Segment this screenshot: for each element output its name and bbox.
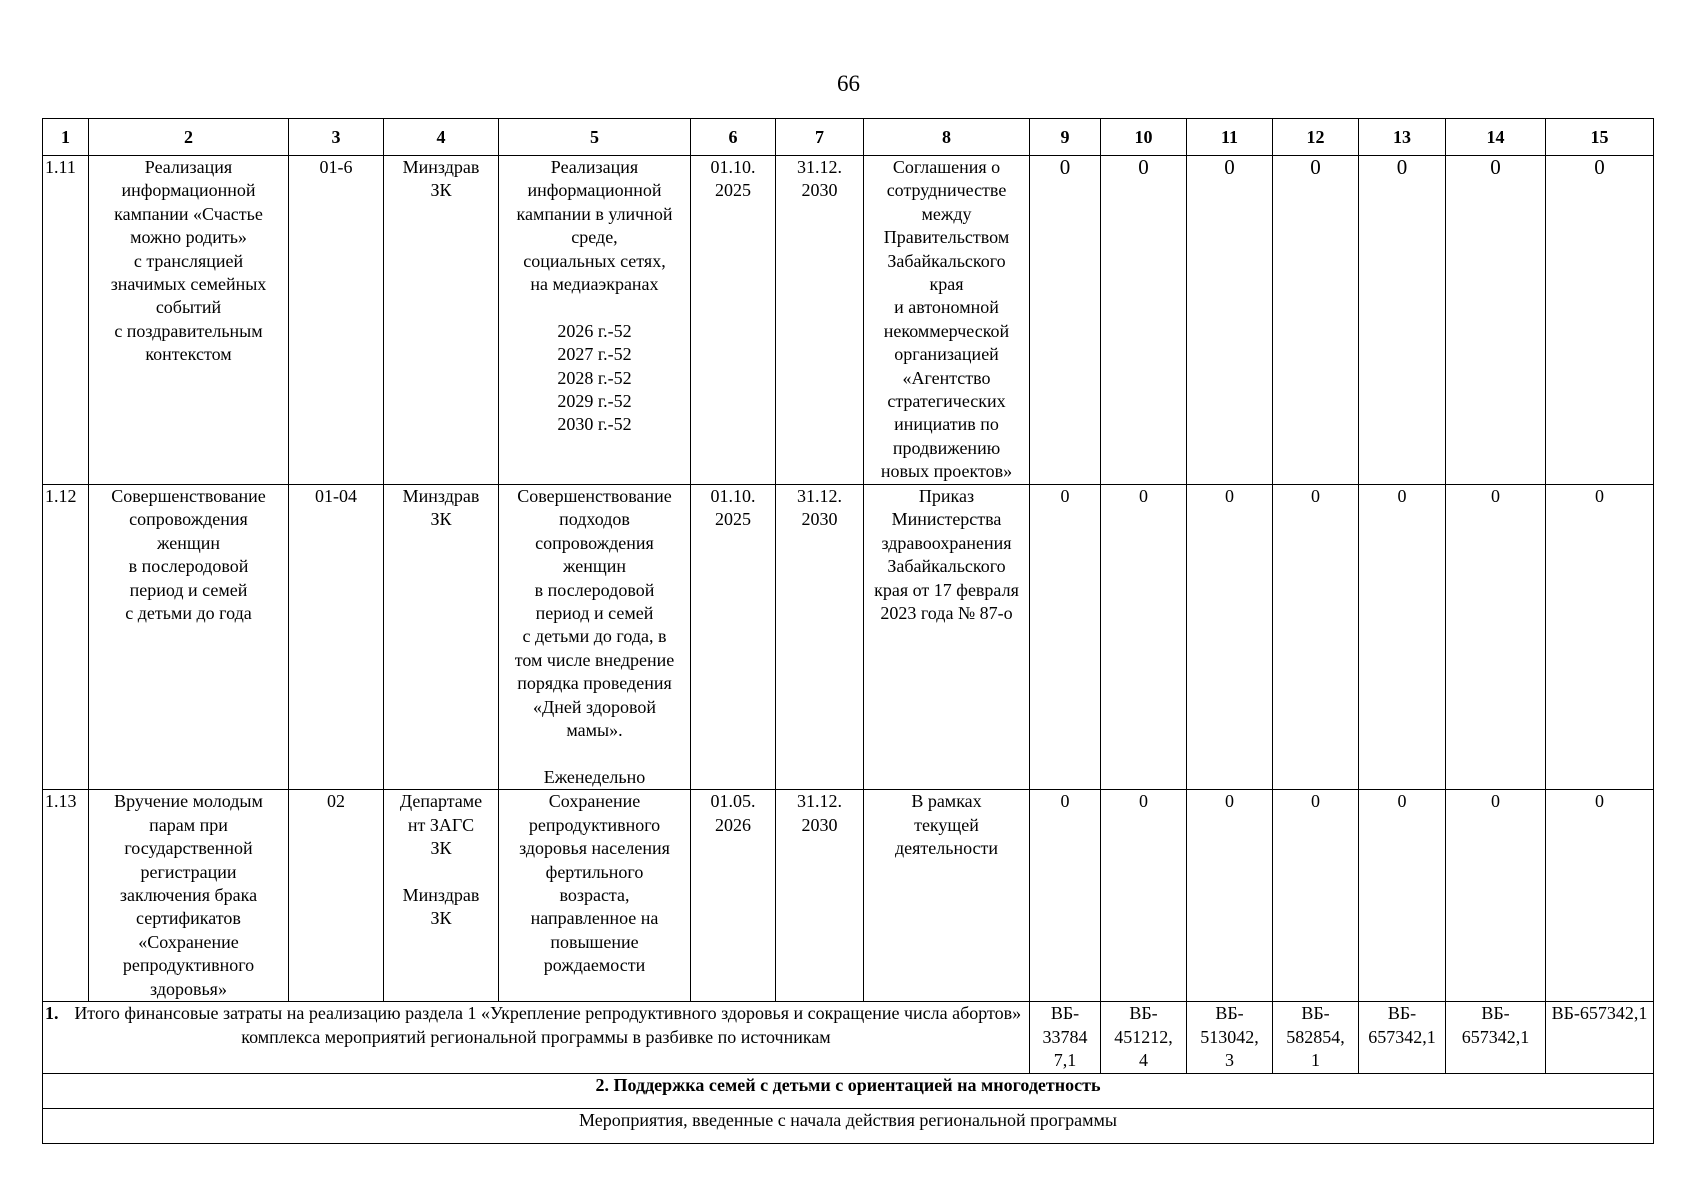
value-cell: 0 — [1030, 485, 1101, 790]
value-cell: 0 — [1359, 790, 1446, 1002]
column-header-7: 7 — [776, 119, 864, 156]
column-header-15: 15 — [1546, 119, 1654, 156]
total-number: 1. — [45, 1003, 59, 1024]
value-cell: 0 — [1187, 156, 1273, 485]
value-cell: 0 — [1273, 485, 1359, 790]
expected-result: Сохранение репродуктивного здоровья населения фертильного возраста, направленное на повышение рождаемости — [499, 790, 691, 1002]
value-cell: 0 — [1359, 485, 1446, 790]
column-header-10: 10 — [1101, 119, 1187, 156]
table-row — [43, 790, 1654, 1002]
section-title: 2. Поддержка семей с детьми с ориентацией на многодетность — [43, 1073, 1654, 1108]
total-row — [43, 1002, 1654, 1073]
row-number: 1.11 — [43, 156, 89, 485]
row-number: 1.12 — [43, 485, 89, 790]
measure-name: Совершенствование сопровождения женщин в послеродовой период и семей с детьми до года — [89, 485, 289, 790]
column-header-6: 6 — [691, 119, 776, 156]
responsible: Минздрав ЗК — [384, 156, 499, 485]
column-header-5: 5 — [499, 119, 691, 156]
value-cell: 0 — [1446, 790, 1546, 1002]
responsible: Минздрав ЗК — [384, 485, 499, 790]
value-cell: 0 — [1101, 485, 1187, 790]
total-value: ВБ- 657342,1 — [1359, 1002, 1446, 1073]
measures-table — [42, 118, 1654, 1144]
value-cell: 0 — [1187, 485, 1273, 790]
column-header-9: 9 — [1030, 119, 1101, 156]
column-header-12: 12 — [1273, 119, 1359, 156]
total-value: ВБ-657342,1 — [1546, 1002, 1654, 1073]
total-value: ВБ- 582854, 1 — [1273, 1002, 1359, 1073]
header-row — [43, 119, 1654, 156]
start-date: 01.10. 2025 — [691, 156, 776, 485]
document: Соглашения о сотрудничестве между Правительством Забайкальского края и автономной некоммерческой организацией «Агентство стратегических инициатив по продвижению новых проектов» — [864, 156, 1030, 485]
document: В рамках текущей деятельности — [864, 790, 1030, 1002]
value-cell: 0 — [1546, 790, 1654, 1002]
page-number: 66 — [837, 71, 860, 96]
section-subtitle-row — [43, 1108, 1654, 1143]
total-label-cell — [43, 1002, 1030, 1073]
measure-name: Реализация информационной кампании «Счастье можно родить» с трансляцией значимых семейных событий с поздравительным контекстом — [89, 156, 289, 485]
total-value: ВБ- 513042, 3 — [1187, 1002, 1273, 1073]
expected-result: Реализация информационной кампании в уличной среде, социальных сетях, на медиаэкранах 2026 г.-52 2027 г.-52 2028 г.-52 2029 г.-52 2030 г.-52 — [499, 156, 691, 485]
column-header-1: 1 — [43, 119, 89, 156]
start-date: 01.05. 2026 — [691, 790, 776, 1002]
total-label: Итого финансовые затраты на реализацию раздела 1 «Укрепление репродуктивного здоровья и сокращение числа абортов» комплекса мероприятий региональной программы в разбивке по источникам — [74, 1003, 1022, 1047]
value-cell: 0 — [1187, 790, 1273, 1002]
value-cell: 0 — [1359, 156, 1446, 485]
value-cell: 0 — [1546, 156, 1654, 485]
expected-result: Совершенствование подходов сопровождения женщин в послеродовой период и семей с детьми до года, в том числе внедрение порядка проведения «Дней здоровой мамы». Еженедельно — [499, 485, 691, 790]
document: Приказ Министерства здравоохранения Забайкальского края от 17 февраля 2023 года № 87-о — [864, 485, 1030, 790]
section-subtitle: Мероприятия, введенные с начала действия региональной программы — [43, 1108, 1654, 1143]
measure-name: Вручение молодым парам при государственной регистрации заключения брака сертификатов «Сохранение репродуктивного здоровья» — [89, 790, 289, 1002]
column-header-13: 13 — [1359, 119, 1446, 156]
value-cell: 0 — [1273, 790, 1359, 1002]
value-cell: 0 — [1446, 156, 1546, 485]
value-cell: 0 — [1101, 156, 1187, 485]
table-row — [43, 485, 1654, 790]
value-cell: 0 — [1546, 485, 1654, 790]
column-header-4: 4 — [384, 119, 499, 156]
column-header-14: 14 — [1446, 119, 1546, 156]
total-value: ВБ- 451212, 4 — [1101, 1002, 1187, 1073]
row-number: 1.13 — [43, 790, 89, 1002]
value-cell: 0 — [1030, 156, 1101, 485]
start-date: 01.10. 2025 — [691, 485, 776, 790]
measure-code: 01-6 — [289, 156, 384, 485]
column-header-2: 2 — [89, 119, 289, 156]
column-header-11: 11 — [1187, 119, 1273, 156]
value-cell: 0 — [1446, 485, 1546, 790]
end-date: 31.12. 2030 — [776, 790, 864, 1002]
responsible: Департаме нт ЗАГС ЗК Минздрав ЗК — [384, 790, 499, 1002]
total-value: ВБ- 657342,1 — [1446, 1002, 1546, 1073]
end-date: 31.12. 2030 — [776, 485, 864, 790]
table-row — [43, 156, 1654, 485]
value-cell: 0 — [1273, 156, 1359, 485]
column-header-3: 3 — [289, 119, 384, 156]
end-date: 31.12. 2030 — [776, 156, 864, 485]
measure-code: 02 — [289, 790, 384, 1002]
measure-code: 01-04 — [289, 485, 384, 790]
section-title-row — [43, 1073, 1654, 1108]
column-header-8: 8 — [864, 119, 1030, 156]
value-cell: 0 — [1030, 790, 1101, 1002]
value-cell: 0 — [1101, 790, 1187, 1002]
total-value: ВБ- 33784 7,1 — [1030, 1002, 1101, 1073]
